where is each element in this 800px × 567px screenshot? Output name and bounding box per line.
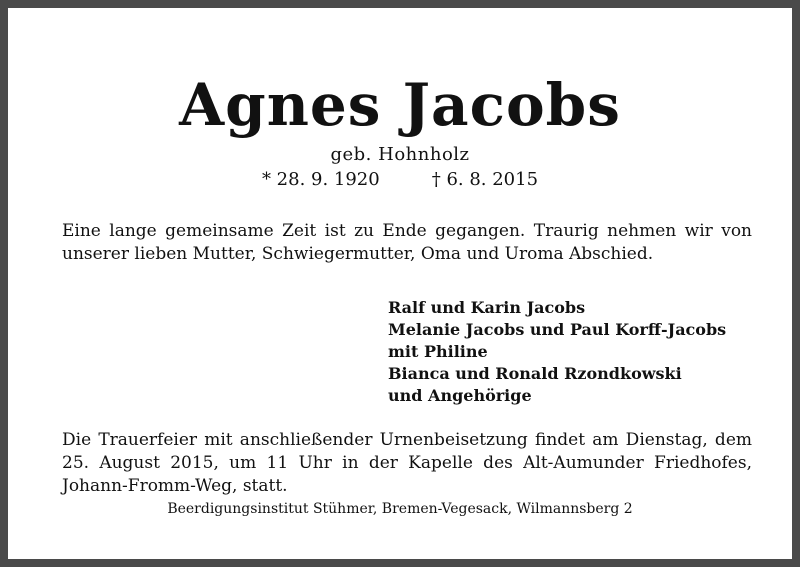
mourner-line: mit Philine bbox=[388, 342, 488, 361]
birth-date: * 28. 9. 1920 bbox=[261, 169, 380, 190]
mourners-list bbox=[388, 297, 726, 407]
life-dates bbox=[8, 169, 792, 191]
death-date: † 6. 8. 2015 bbox=[431, 169, 539, 190]
funeral-home: Beerdigungsinstitut Stühmer, Bremen-Vegesack, Wilmannsberg 2 bbox=[167, 501, 633, 517]
mourner-line: Bianca und Ronald Rzondkowski bbox=[388, 364, 682, 383]
deceased-name: Agnes Jacobs bbox=[179, 71, 621, 139]
mourner-line: und Angehörige bbox=[388, 386, 532, 405]
mourner-line: Ralf und Karin Jacobs bbox=[388, 298, 586, 317]
birth-name: geb. Hohnholz bbox=[330, 144, 470, 165]
farewell-message: Eine lange gemeinsame Zeit ist zu Ende gegangen. Traurig nehmen wir von unserer lieben Mutter, Schwiegermutter, Oma und Uroma Abschied. bbox=[62, 221, 752, 264]
funeral-service-info: Die Trauerfeier mit anschließender Urnenbeisetzung findet am Dienstag, dem 25. August 2015, um 11 Uhr in der Kapelle des Alt-Aumunder Friedhofes, Johann-Fromm-Weg, statt. bbox=[62, 430, 752, 496]
mourner-line: Melanie Jacobs und Paul Korff-Jacobs bbox=[388, 320, 727, 339]
